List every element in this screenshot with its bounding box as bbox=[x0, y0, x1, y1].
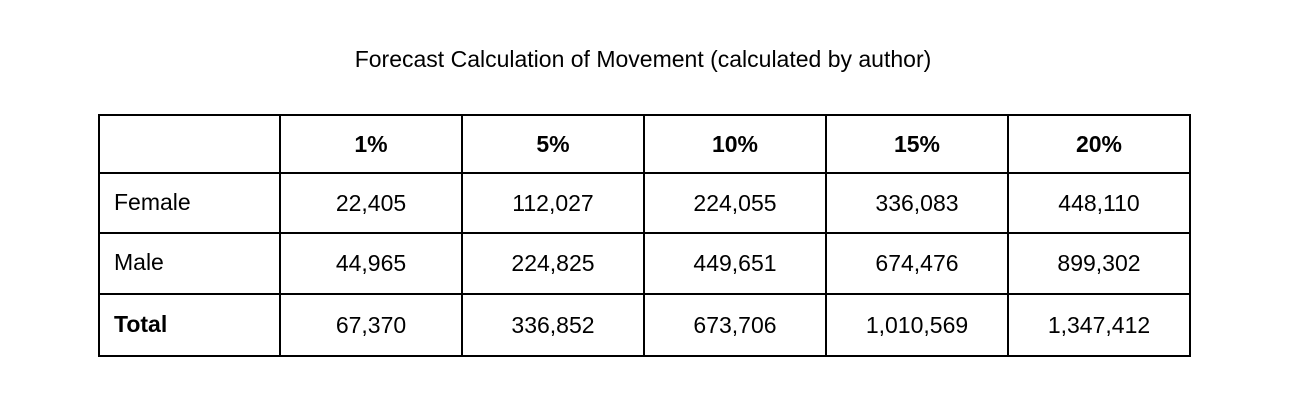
table-row-male bbox=[99, 233, 1190, 294]
table-cell: 224,825 bbox=[462, 233, 644, 294]
table-cell: 674,476 bbox=[826, 233, 1008, 294]
table-cell: 899,302 bbox=[1008, 233, 1190, 294]
table-cell: 448,110 bbox=[1008, 173, 1190, 233]
table-cell: 673,706 bbox=[644, 294, 826, 356]
table-cell: 336,083 bbox=[826, 173, 1008, 233]
table-cell: 336,852 bbox=[462, 294, 644, 356]
table-row-female bbox=[99, 173, 1190, 233]
column-header: 1% bbox=[280, 115, 462, 173]
column-header: 10% bbox=[644, 115, 826, 173]
row-label-text: Total bbox=[114, 310, 168, 337]
row-label-text: Male bbox=[114, 249, 164, 275]
forecast-table bbox=[98, 114, 1191, 357]
row-label-text: Female bbox=[114, 188, 191, 215]
table-row-total bbox=[99, 294, 1190, 356]
table-cell: 22,405 bbox=[280, 173, 462, 233]
column-header: 5% bbox=[462, 115, 644, 173]
table-cell: 449,651 bbox=[644, 233, 826, 294]
row-label bbox=[99, 294, 280, 356]
table-cell: 44,965 bbox=[280, 233, 462, 294]
row-label bbox=[99, 173, 280, 233]
table-title: Forecast Calculation of Movement (calculated by author) bbox=[354, 46, 932, 72]
table-cell: 112,027 bbox=[462, 173, 644, 233]
table-cell: 224,055 bbox=[644, 173, 826, 233]
row-label bbox=[99, 233, 280, 294]
header-blank-cell bbox=[99, 115, 280, 173]
column-header: 20% bbox=[1008, 115, 1190, 173]
table-cell: 1,347,412 bbox=[1008, 294, 1190, 356]
table-header-row bbox=[99, 115, 1190, 173]
table-cell: 1,010,569 bbox=[826, 294, 1008, 356]
table-cell: 67,370 bbox=[280, 294, 462, 356]
column-header: 15% bbox=[826, 115, 1008, 173]
